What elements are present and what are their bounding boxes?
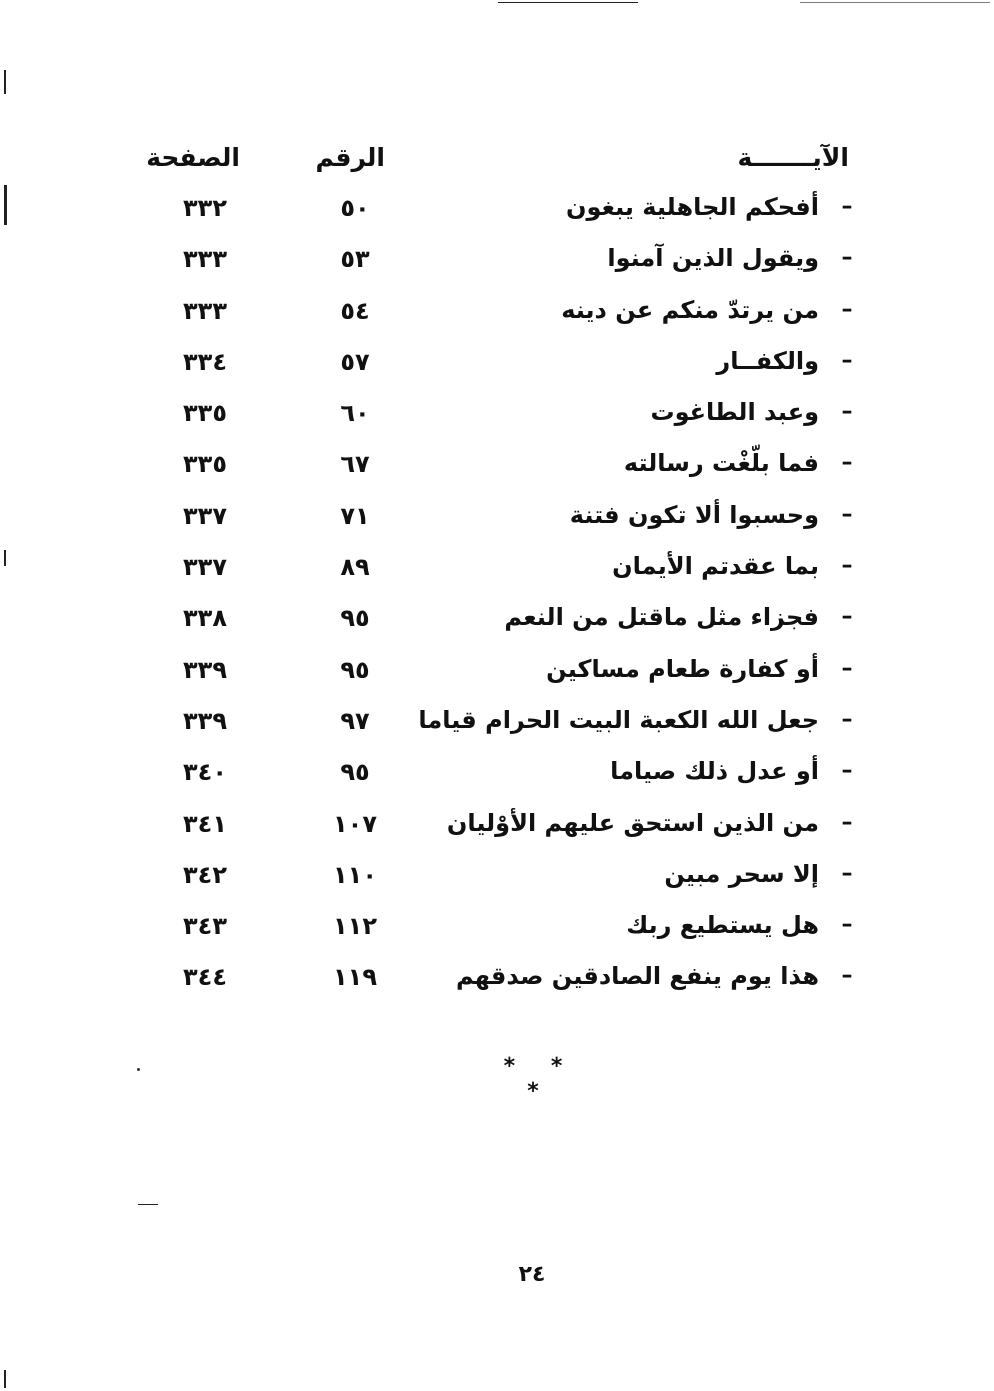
table-row [0, 596, 994, 647]
page-ref: ٣٣٩ [183, 706, 227, 735]
verse-number: ١١٠ [333, 860, 377, 889]
scan-artifact-dot [137, 1068, 140, 1071]
scan-artifact-margin [4, 1370, 6, 1388]
page-ref: ٣٣٧ [183, 501, 227, 530]
row-dash: – [841, 809, 853, 835]
scan-artifact-margin [4, 70, 6, 94]
verse-text: وعبد الطاغوت [650, 398, 819, 427]
verse-text: من الذين استحق عليهم الأوْليان [446, 808, 819, 837]
scan-artifact-rule [138, 1204, 158, 1205]
verse-number: ٥٠ [340, 194, 370, 222]
verse-number: ١١٢ [333, 912, 377, 941]
row-dash: – [841, 399, 853, 425]
verse-number: ٦٧ [340, 450, 370, 479]
page-ref: ٣٣٧ [183, 553, 227, 582]
page-ref: ٣٣٥ [183, 450, 227, 479]
page-ref: ٣٣٩ [183, 655, 227, 684]
verse-index-table [0, 186, 994, 1007]
verse-number: ٥٣ [340, 245, 370, 274]
verse-number: ١٠٧ [333, 809, 377, 838]
page-ref: ٣٣٣ [183, 296, 227, 325]
table-row [0, 494, 994, 545]
verse-number: ٦٠ [340, 399, 370, 428]
row-dash: – [841, 347, 853, 373]
header-number: الرقم [315, 143, 385, 172]
row-dash: – [841, 194, 853, 219]
verse-text: أو كفارة طعام مساكين [546, 654, 819, 683]
page-ref: ٣٣٨ [183, 604, 227, 633]
verse-text: والكفــار [716, 346, 819, 375]
scan-artifact-top-line [800, 2, 990, 3]
section-separator: * * * [503, 1054, 577, 1104]
verse-number: ٩٧ [340, 706, 370, 735]
row-dash: – [841, 860, 853, 886]
verse-number: ١١٩ [333, 963, 377, 992]
page-ref: ٣٤٠ [183, 758, 227, 787]
table-header [0, 138, 994, 182]
verse-text: من يرتدّ منكم عن دينه [561, 295, 819, 324]
verse-text: فجزاء مثل ماقتل من النعم [504, 603, 819, 632]
verse-text: جعل الله الكعبة البيت الحرام قياما [418, 705, 819, 734]
verse-number: ٩٥ [340, 655, 370, 684]
page-ref: ٣٣٥ [183, 399, 227, 428]
row-dash: – [841, 296, 853, 322]
verse-number: ٨٩ [340, 553, 370, 582]
row-dash: – [841, 501, 853, 527]
page-number: ٢٤ [518, 1262, 546, 1287]
row-dash: – [841, 758, 853, 784]
table-row [0, 237, 994, 288]
page-ref: ٣٤١ [183, 809, 227, 838]
page-ref: ٣٣٣ [183, 245, 227, 274]
table-row [0, 186, 994, 237]
verse-text: فما بلّغْت رسالته [623, 449, 819, 478]
verse-number: ٧١ [340, 501, 370, 530]
table-row [0, 802, 994, 853]
table-row [0, 442, 994, 493]
verse-number: ٩٥ [340, 604, 370, 633]
table-row [0, 904, 994, 955]
page-ref: ٣٣٤ [183, 347, 227, 376]
row-dash: – [841, 245, 853, 271]
row-dash: – [841, 912, 853, 938]
header-page: الصفحة [146, 143, 240, 172]
table-row [0, 545, 994, 596]
row-dash: – [841, 450, 853, 476]
verse-text: إلا سحر مبين [664, 859, 819, 888]
verse-text: وحسبوا ألا تكون فتنة [569, 500, 819, 529]
page-ref: ٣٤٢ [183, 860, 227, 889]
header-verse: الآيـــــــة [737, 143, 849, 172]
table-row [0, 853, 994, 904]
row-dash: – [841, 553, 853, 579]
page-ref: ٣٣٢ [183, 194, 227, 222]
verse-text: بما عقدتم الأيمان [612, 552, 819, 581]
row-dash: – [841, 655, 853, 681]
verse-text: أو عدل ذلك صياما [610, 757, 819, 786]
verse-text: هذا يوم ينفع الصادقين صدقهم [455, 962, 819, 991]
row-dash: – [841, 604, 853, 630]
verse-number: ٩٥ [340, 758, 370, 787]
scan-artifact-top-line [498, 2, 638, 3]
table-row [0, 648, 994, 699]
row-dash: – [841, 963, 853, 989]
verse-text: هل يستطيع ربك [626, 911, 819, 940]
verse-text: أفحكم الجاهلية يبغون [566, 193, 819, 221]
verse-number: ٥٧ [340, 347, 370, 376]
page-ref: ٣٤٣ [183, 912, 227, 941]
page-ref: ٣٤٤ [183, 963, 227, 992]
row-dash: – [841, 706, 853, 732]
table-row [0, 289, 994, 340]
table-row [0, 391, 994, 442]
table-row [0, 699, 994, 750]
table-row [0, 955, 994, 1006]
verse-text: ويقول الذين آمنوا [607, 244, 819, 273]
verse-number: ٥٤ [340, 296, 370, 325]
table-row [0, 750, 994, 801]
table-row [0, 340, 994, 391]
